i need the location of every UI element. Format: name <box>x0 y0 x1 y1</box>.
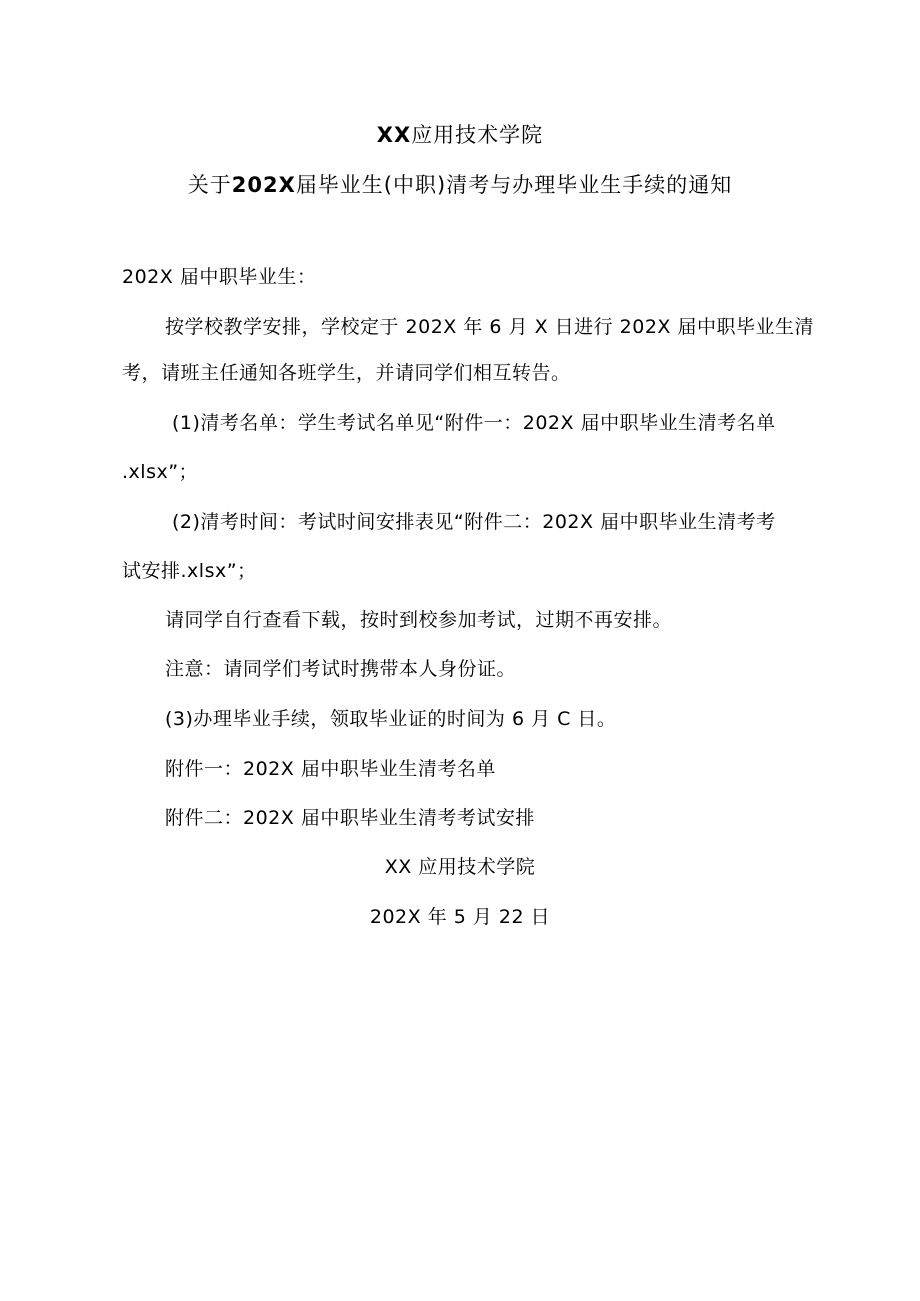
signature-date: 202X 年 5 月 22 日 <box>369 906 551 928</box>
item-2-line-1: (2)清考时间：考试时间安排表见“附件二：202X 届中职毕业生清考考 <box>172 511 776 533</box>
note: 注意：请同学们考试时携带本人身份证。 <box>165 658 517 680</box>
item-1-line-1: (1)清考名单：学生考试名单见“附件一：202X 届中职毕业生清考名单 <box>172 412 776 434</box>
item-3: (3)办理毕业手续，领取毕业证的时间为 6 月 C 日。 <box>165 708 617 730</box>
signature-organization: XX 应用技术学院 <box>384 856 536 878</box>
paragraph-1-line-1: 按学校教学安排，学校定于 202X 年 6 月 X 日进行 202X 届中职毕业生清 <box>165 316 814 338</box>
title-institution-bold: XX <box>376 123 412 147</box>
title-notice-prefix: 关于 <box>187 173 232 197</box>
attachment-2: 附件二：202X 届中职毕业生清考考试安排 <box>165 807 535 829</box>
item-1-line-2: .xlsx”； <box>122 461 199 483</box>
paragraph-2: 请同学自行查看下载，按时到校参加考试，过期不再安排。 <box>165 609 673 631</box>
attachment-1: 附件一：202X 届中职毕业生清考名单 <box>165 758 496 780</box>
salutation: 202X 届中职毕业生： <box>122 266 317 288</box>
item-2-line-2: 试安排.xlsx”； <box>122 560 257 582</box>
paragraph-1-line-2: 考，请班主任通知各班学生，并请同学们相互转告。 <box>122 362 571 384</box>
title-institution-rest: 应用技术学院 <box>411 123 544 147</box>
title-notice-rest: 届毕业生(中职)清考与办理毕业生手续的通知 <box>295 173 733 197</box>
title-notice-year: 202X <box>231 173 296 197</box>
title-notice <box>0 170 920 200</box>
title-institution <box>0 120 920 150</box>
